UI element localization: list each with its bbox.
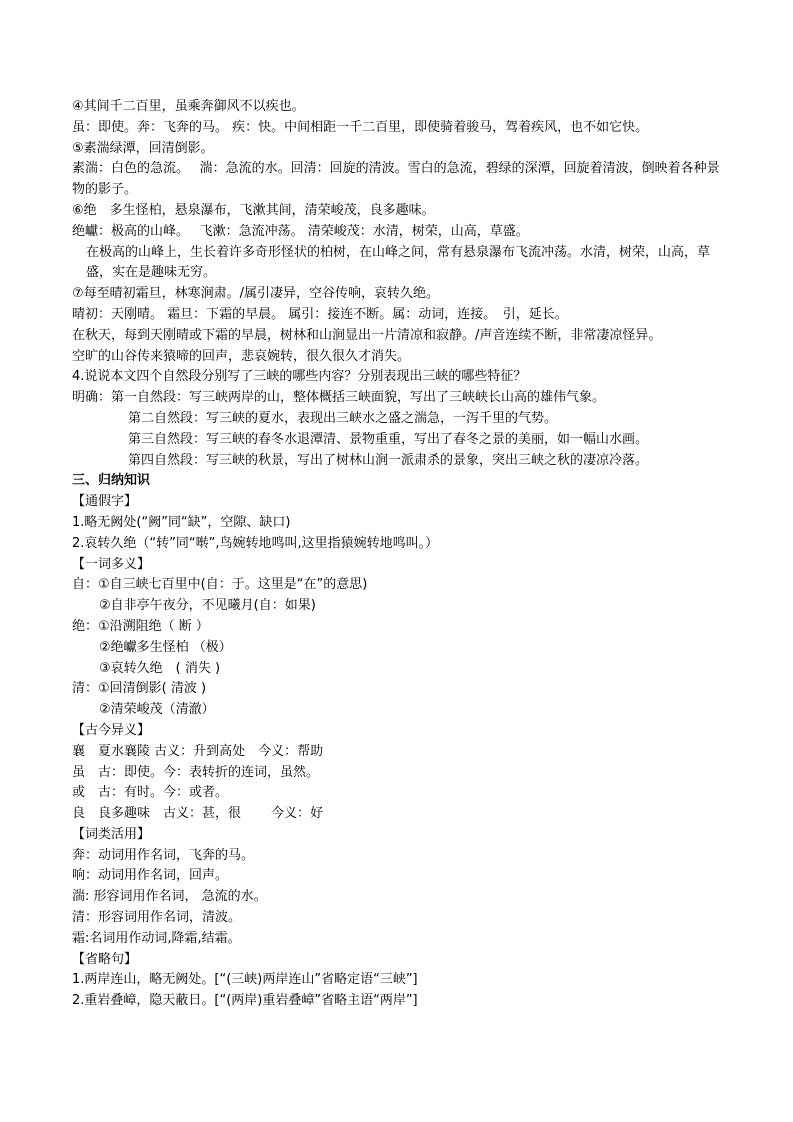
text-line: 【省略句】	[72, 951, 138, 967]
text-line: 第三自然段：写三峡的春冬水退潭清、景物重重，写出了春冬之景的美丽，如一幅山水画。	[128, 431, 649, 447]
text-line: 虽：即使。奔：飞奔的马。 疾：快。中间相距一千二百里，即使骑着骏马，驾着疾风，也不如它快。	[72, 119, 649, 135]
text-line: 霜:名词用作动词,降霜,结霜。	[72, 930, 241, 946]
text-line: 2.重岩叠嶂，隐天蔽日。[“(两岸)重岩叠嶂”省略主语“两岸”]	[72, 993, 418, 1009]
text-line: 虽 古：即使。今：表转折的连词，虽然。	[72, 764, 320, 780]
text-line: 第二自然段：写三峡的夏水，表现出三峡水之盛之湍急，一泻千里的气势。	[128, 410, 558, 426]
text-line: 自：①自三峡七百里中(自：于。这里是“在”的意思)	[72, 577, 368, 593]
text-line: ④其间千二百里，虽乘奔御风不以疾也。	[72, 99, 305, 114]
text-line: 4.说说本文四个自然段分别写了三峡的哪些内容？分别表现出三峡的哪些特征？	[72, 369, 527, 385]
section-heading: 三、归纳知识	[72, 473, 151, 489]
text-line: 清：形容词用作名词，清波。	[72, 910, 242, 926]
text-line: 【通假字】	[72, 494, 138, 510]
text-line: 绝巘：极高的山峰。 飞漱：急流冲荡。 清荣峻茂：水清，树荣，山高，草盛。	[72, 223, 529, 239]
text-line: 湍: 形容词用作名词， 急流的水。	[72, 889, 267, 905]
text-line: 第四自然段：写三峡的秋景，写出了树林山涧一派肃杀的景象，突出三峡之秋的凄凉冷落。	[128, 452, 649, 468]
text-line: 空旷的山谷传来猿啼的回声，悲哀婉转，很久很久才消失。	[72, 348, 411, 364]
text-line: 清：①回清倒影( 清波 )	[72, 681, 207, 697]
text-line: 或 古：有时。今：或者。	[72, 785, 229, 801]
text-line: 绝：①沿溯阻绝（ 断 ）	[72, 618, 209, 634]
text-line: 【一词多义】	[72, 556, 151, 572]
text-line: ②自非亭午夜分，不见曦月(自：如果)	[99, 598, 316, 614]
text-line: 1.两岸连山，略无阙处。[“(三峡)两岸连山”省略定语“三峡”]	[72, 972, 418, 988]
text-line: 晴初：天刚晴。 霜旦：下霜的早晨。 属引：接连不断。属：动词，连接。 引，延长。	[72, 306, 568, 322]
text-line: ⑥绝 多生怪柏，悬泉瀑布，飞漱其间，清荣峻茂，良多趣味。	[72, 202, 435, 218]
text-line: 明确：第一自然段：写三峡两岸的山，整体概括三峡面貌，写出了三峡峡长山高的雄伟气象。	[72, 390, 606, 406]
text-line: 素湍：白色的急流。 湍：急流的水。回清：回旋的清波。雪白的急流，碧绿的深潭，回旋着清波，倒映着各种景物的影子。	[72, 161, 720, 198]
text-line: ⑦每至晴初霜旦，林寒涧肃。/属引凄异，空谷传响，哀转久绝。	[72, 286, 440, 302]
text-line: ②绝巘多生怪柏 （极）	[99, 639, 232, 655]
text-line: 1.略无阙处(“阙”同“缺”，空隙、缺口)	[72, 514, 291, 530]
text-line: ③哀转久绝 ( 消失 )	[99, 660, 221, 676]
document-page	[72, 97, 732, 1012]
text-line: 在极高的山峰上，生长着许多奇形怪状的柏树，在山峰之间，常有悬泉瀑布飞流冲荡。水清，树荣，山高，草盛，实在是趣味无穷。	[86, 244, 711, 281]
text-line: 襄 夏水襄陵 古义：升到高处 今义：帮助	[72, 743, 324, 759]
text-line: 奔：动词用作名词，飞奔的马。	[72, 847, 255, 863]
text-line: ②清荣峻茂（清澈）	[99, 702, 215, 718]
text-line: 响：动词用作名词，回声。	[72, 868, 229, 884]
text-line: 良 良多趣味 古义：甚，很 今义：好	[72, 806, 324, 822]
text-line: 2.哀转久绝（“转”同“啭”,鸟婉转地鸣叫,这里指猿婉转地鸣叫。）	[72, 535, 439, 551]
text-line: 在秋天，每到天刚晴或下霜的早晨，树林和山涧显出一片清凉和寂静。/声音连续不断，非常凄凉怪异。	[72, 327, 662, 343]
text-line: 【词类活用】	[72, 826, 151, 842]
text-line: 【古今异义】	[72, 722, 151, 738]
text-line: ⑤素湍绿潭，回清倒影。	[72, 140, 214, 156]
